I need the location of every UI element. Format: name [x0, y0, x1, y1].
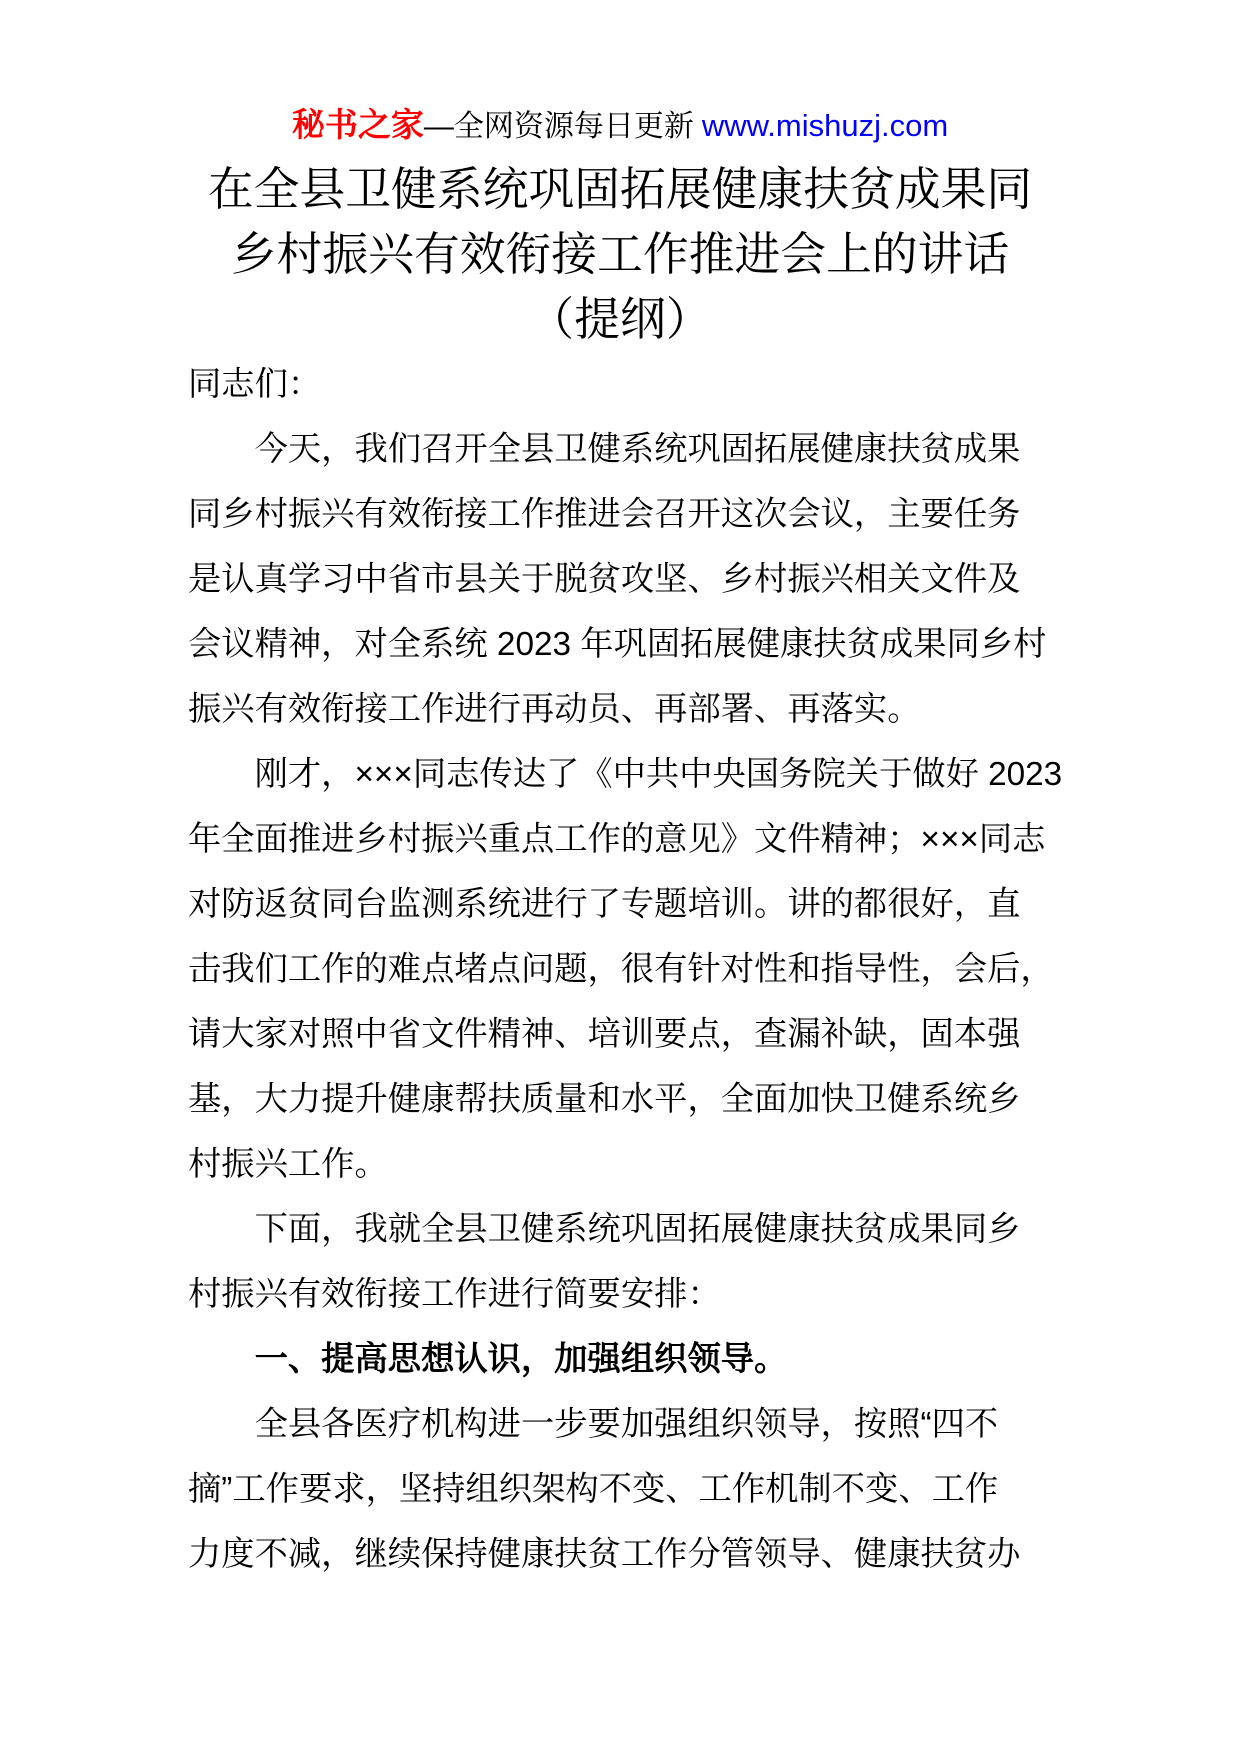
paragraph-line: 全县各医疗机构进一步要加强组织领导，按照“四不	[254, 1406, 999, 1443]
site-brand: 秘书之家	[291, 106, 424, 143]
paragraph-transition	[188, 1197, 1052, 1327]
paragraph-line: 村振兴工作。	[188, 1146, 388, 1183]
paragraph-line: 击我们工作的难点堵点问题，很有针对性和指导性，会后，	[188, 951, 1054, 988]
paragraph-section-1	[188, 1392, 1052, 1587]
paragraph-line: 村振兴有效衔接工作进行简要安排：	[188, 1276, 721, 1313]
paragraph-line: 力度不减，继续保持健康扶贫工作分管领导、健康扶贫办	[188, 1536, 1021, 1573]
paragraph-line: 振兴有效衔接工作进行再动员、再部署、再落实。	[188, 691, 921, 728]
paragraph-line: 下面，我就全县卫健系统巩固拓展健康扶贫成果同乡	[254, 1211, 1021, 1248]
title-subtitle: （提纲）	[528, 294, 712, 345]
paragraph-line: 年全面推进乡村振兴重点工作的意见》文件精神；×××同志	[188, 821, 1046, 858]
paragraph-line: 基，大力提升健康帮扶质量和水平，全面加快卫健系统乡	[188, 1081, 1021, 1118]
paragraph-line: 刚才，×××同志传达了《中共中央国务院关于做好 2023	[254, 756, 1063, 793]
paragraph-recap	[188, 742, 1063, 1197]
paragraph-line: 会议精神，对全系统 2023 年巩固拓展健康扶贫成果同乡村	[188, 626, 1047, 663]
title-line: 乡村振兴有效衔接工作推进会上的讲话	[230, 229, 1010, 280]
section-1	[188, 1327, 1052, 1587]
paragraph-line: 对防返贫同台监测系统进行了专题培训。讲的都很好，直	[188, 886, 1021, 923]
paragraph-opening	[188, 417, 1052, 742]
site-header	[188, 92, 1052, 157]
paragraph-line: 请大家对照中省文件精神、培训要点，查漏补缺，固本强	[188, 1016, 1021, 1053]
salutation: 同志们：	[188, 366, 322, 403]
paragraph-line: 今天，我们召开全县卫健系统巩固拓展健康扶贫成果	[254, 431, 1021, 468]
title-line: 在全县卫健系统巩固拓展健康扶贫成果同	[207, 164, 1033, 215]
site-url: www.mishuzj.com	[701, 108, 949, 143]
paragraph-line: 摘”工作要求，坚持组织架构不变、工作机制不变、工作	[188, 1471, 999, 1508]
section-heading: 一、提高思想认识，加强组织领导。	[254, 1341, 788, 1378]
paragraph-line: 是认真学习中省市县关于脱贫攻坚、乡村振兴相关文件及	[188, 561, 1021, 598]
site-tagline: —全网资源每日更新	[423, 110, 694, 143]
paragraph-line: 同乡村振兴有效衔接工作推进会召开这次会议，主要任务	[188, 496, 1021, 533]
document-content	[188, 92, 1063, 1587]
document-title	[188, 157, 1052, 352]
